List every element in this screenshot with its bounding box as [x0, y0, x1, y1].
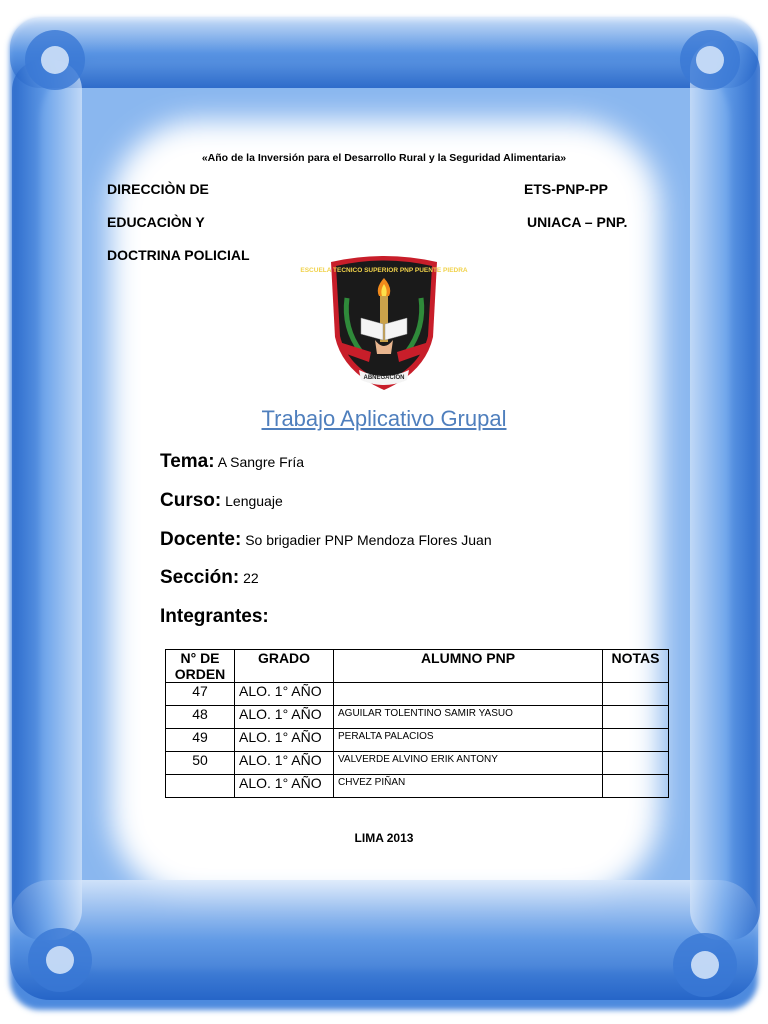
table-row: [166, 706, 669, 729]
tema-label: Tema:: [160, 451, 215, 472]
cell-notas: [603, 683, 669, 706]
field-tema: [160, 451, 304, 473]
cell-grado: ALO. 1° AÑO: [235, 729, 334, 752]
cell-orden: [166, 775, 235, 798]
header-left-line-2: EDUCACIÒN Y: [107, 214, 205, 230]
integrantes-heading: Integrantes:: [160, 606, 269, 627]
table-row: [166, 683, 669, 706]
curso-value: Lenguaje: [225, 493, 283, 509]
cell-notas: [603, 775, 669, 798]
cell-orden: 49: [166, 729, 235, 752]
cell-alumno: VALVERDE ALVINO ERIK ANTONY: [334, 752, 603, 775]
emblem-top-text: ESCUELA TECNICO SUPERIOR PNP PUENTE PIEDRA: [300, 267, 468, 274]
seccion-value: 22: [243, 570, 259, 586]
footer-place-year: LIMA 2013: [354, 831, 414, 845]
field-curso: [160, 490, 283, 512]
field-docente: [160, 529, 492, 551]
header-right-line-2: UNIACA – PNP.: [527, 214, 628, 230]
header-alumno: ALUMNO PNP: [334, 650, 603, 683]
document-title: Trabajo Aplicativo Grupal: [261, 406, 507, 431]
cell-alumno: CHVEZ PIÑAN: [334, 775, 603, 798]
school-emblem: [300, 252, 468, 394]
year-motto: «Año de la Inversión para el Desarrollo Rural y la Seguridad Alimentaria»: [201, 152, 567, 164]
members-table: [165, 649, 669, 798]
cell-alumno: [334, 683, 603, 706]
table-row: [166, 775, 669, 798]
cell-orden: 47: [166, 683, 235, 706]
cell-grado: ALO. 1° AÑO: [235, 706, 334, 729]
cell-orden: 50: [166, 752, 235, 775]
docente-value: So brigadier PNP Mendoza Flores Juan: [245, 532, 492, 548]
table-row: [166, 729, 669, 752]
header-notas: NOTAS: [603, 650, 669, 683]
cell-grado: ALO. 1° AÑO: [235, 775, 334, 798]
cell-notas: [603, 706, 669, 729]
seccion-label: Sección:: [160, 567, 240, 588]
header-orden: N° DE ORDEN: [166, 650, 235, 683]
header-right-line-1: ETS-PNP-PP: [524, 181, 609, 197]
cell-alumno: PERALTA PALACIOS: [334, 729, 603, 752]
table-row: [166, 752, 669, 775]
cell-orden: 48: [166, 706, 235, 729]
cell-grado: ALO. 1° AÑO: [235, 752, 334, 775]
tema-value: A Sangre Fría: [217, 454, 305, 470]
emblem-bottom-text: ABNEGACION: [363, 375, 405, 381]
cell-alumno: AGUILAR TOLENTINO SAMIR YASUO: [334, 706, 603, 729]
field-seccion: [160, 567, 259, 589]
header-left-line-3: DOCTRINA POLICIAL: [107, 247, 250, 263]
cell-notas: [603, 752, 669, 775]
header-grado: GRADO: [235, 650, 334, 683]
cell-grado: ALO. 1° AÑO: [235, 683, 334, 706]
docente-label: Docente:: [160, 529, 242, 550]
curso-label: Curso:: [160, 490, 222, 511]
header-left-line-1: DIRECCIÒN DE: [107, 181, 209, 197]
cell-notas: [603, 729, 669, 752]
table-header-row: [166, 650, 669, 683]
